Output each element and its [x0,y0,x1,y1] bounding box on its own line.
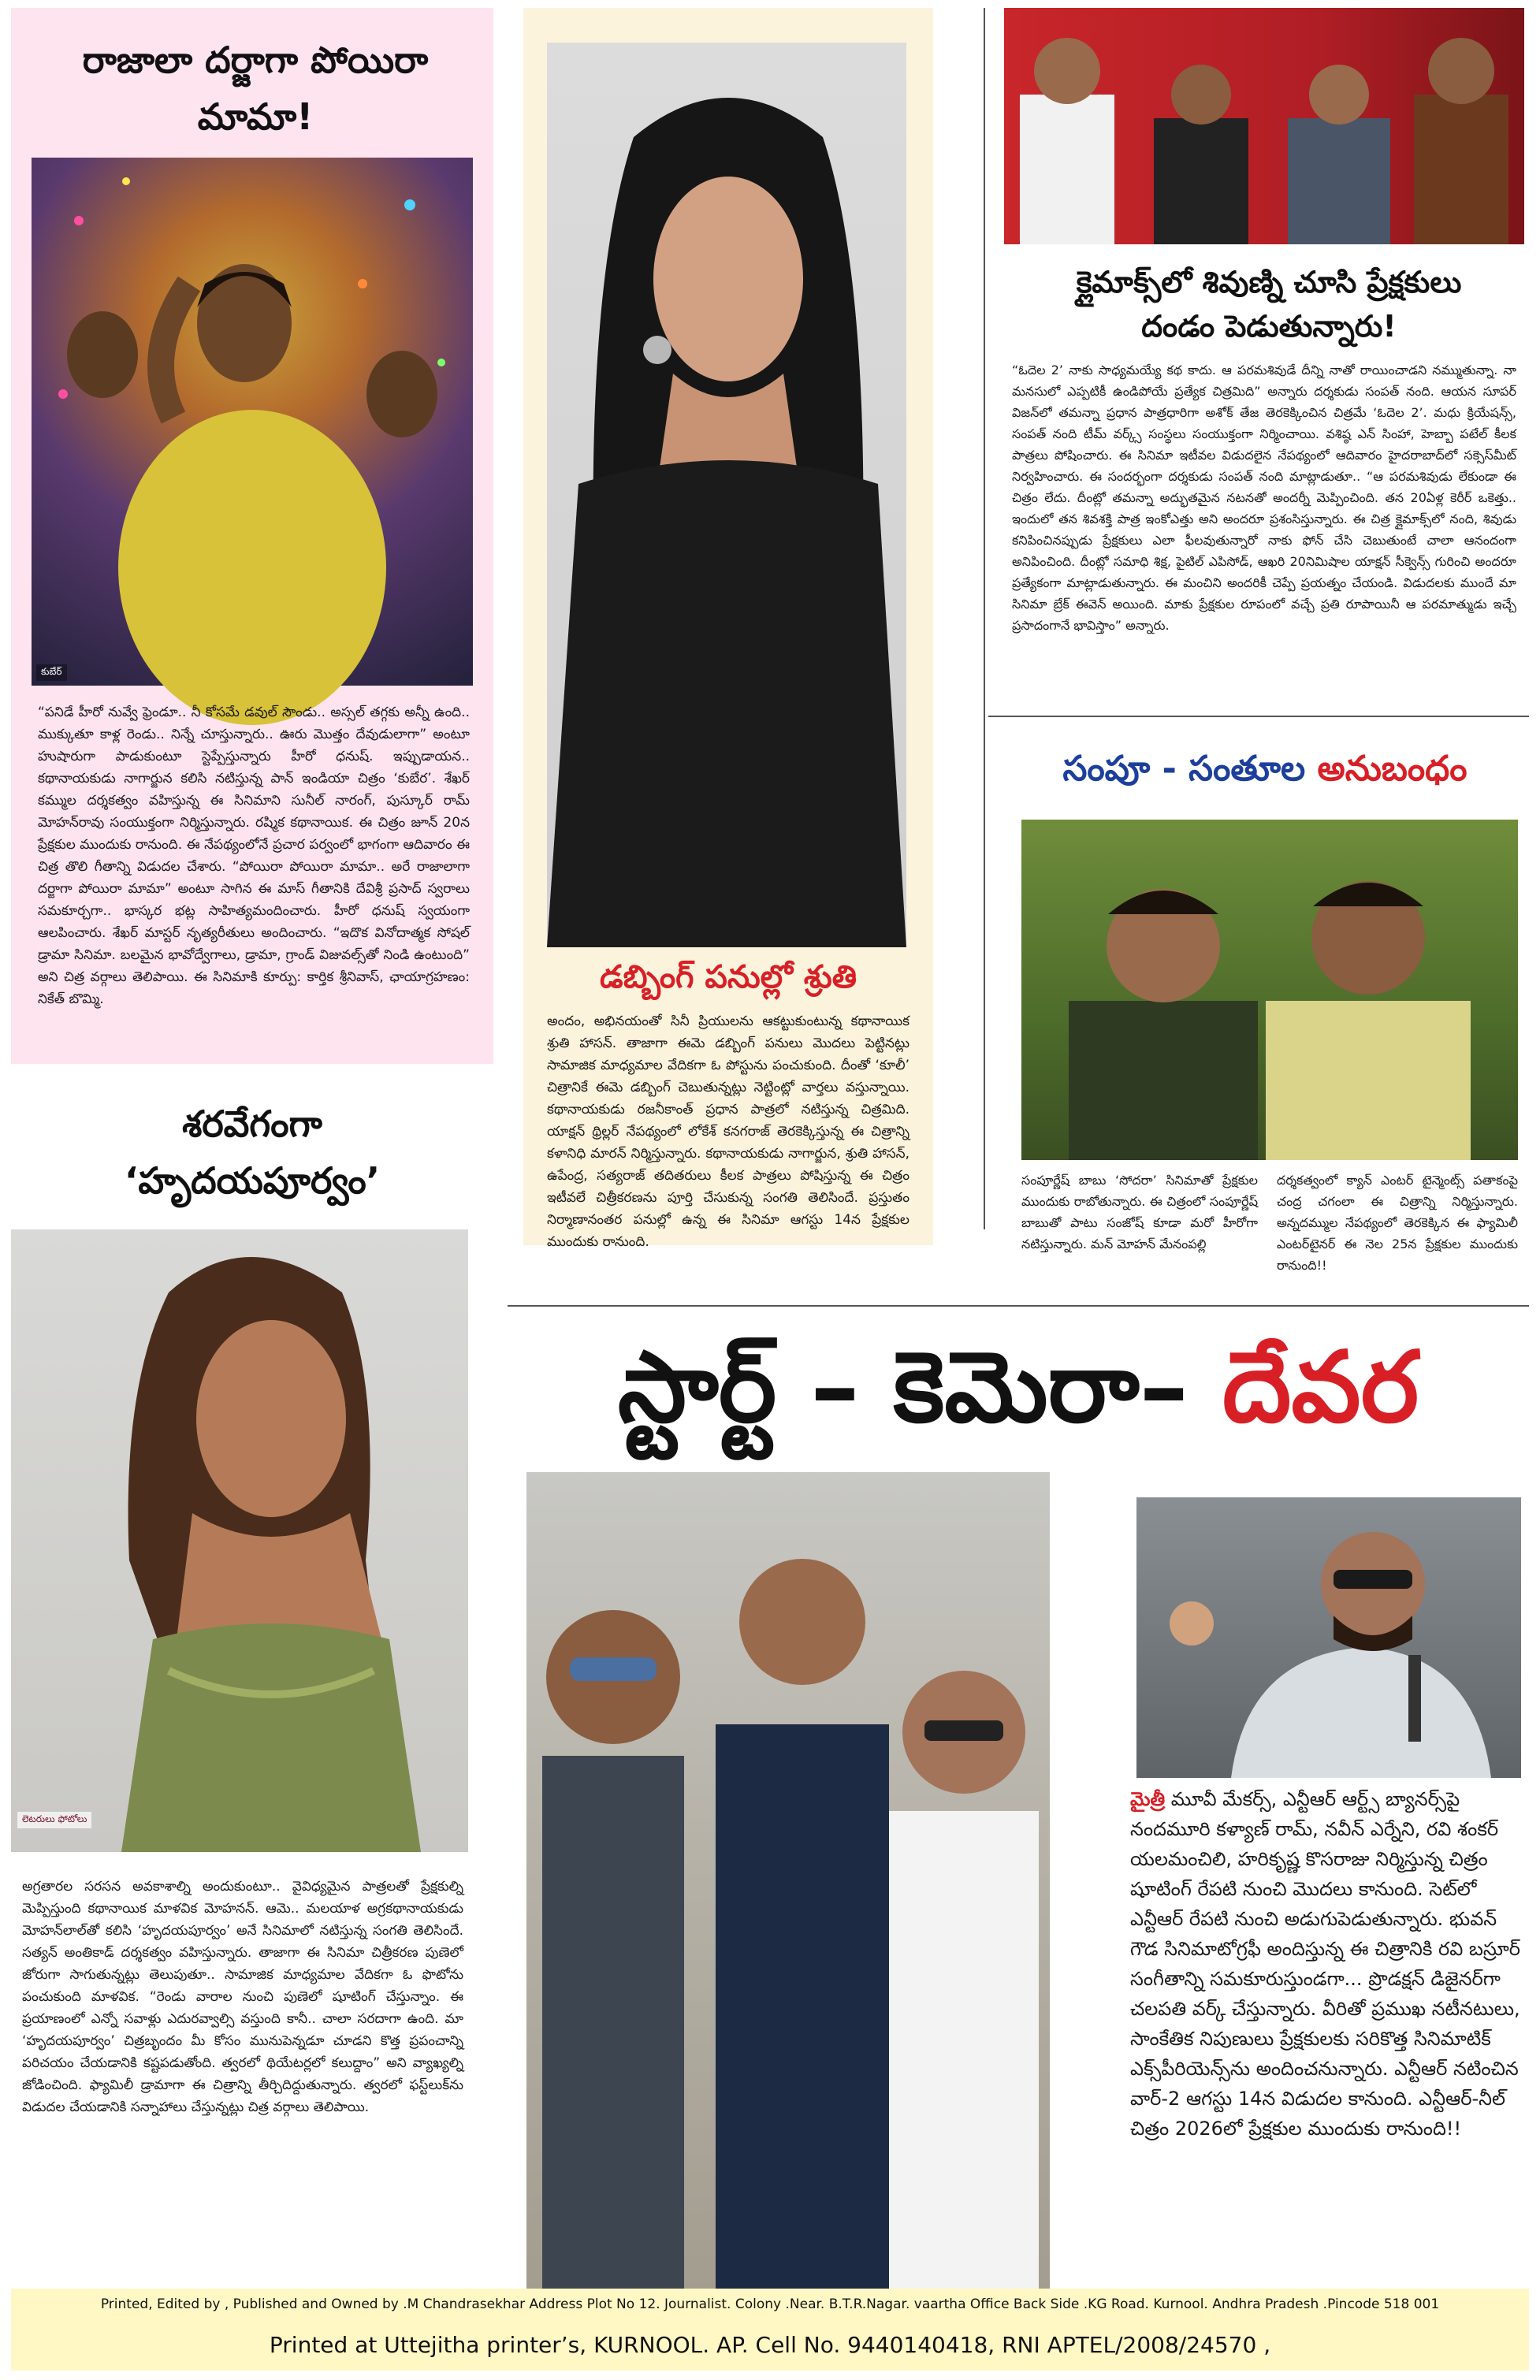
imprint-line: Printed, Edited by , Published and Owned by .M Chandrasekhar Address Plot No 12. Journalist. Colony .Near. B.T.R.Nagar. vaartha Office Back Side .KG Road. Kurnool. Andhra Pradesh .Pincode 518 001 [11,2289,1529,2320]
devara-headline-part2: దేవర [1222,1331,1419,1445]
sampoo-article-body-left: సంపూర్ణేష్ బాబు ‘సోదరా’ సినిమాతో ప్రేక్షకుల ముందుకు రాబోతున్నారు. ఈ చిత్రంలో సంపూర్ణేష్ బాబుతో పాటు సంజోష్ కూడా మరో హీరోగా నటిస్తున్నారు. మన్ మోహన్ మేనంపల్లి [1021,1173,1258,1251]
dhanush-article-body: “పనిడే హీరో నువ్వే ఫ్రెండూ.. నీ కోసమే డవుల్ సౌండు.. అస్సల్ తగ్గకు అన్నీ ఉంది.. ముక్కుతూ కాళ్ల రెండు.. నిన్నే చూస్తున్నారు.. ఊరు మొత్తం దేవుడులాగా” అంటూ హుషారుగా పాడుకుంటూ స్టెప్పేస్తున్నారు హీరో ధనుష్. ఇప్పుడాయన.. కథానాయకుడు నాగార్జున కలిసి నటిస్తున్న పాన్ ఇండియా చిత్రం ‘కుబేర’. శేఖర్ కమ్ముల దర్శకత్వం వహిస్తున్న ఈ సినిమాని సునీల్ నారంగ్, పుస్కూర్ రామ్ మోహన్‌రావు సంయుక్తంగా నిర్మిస్తున్నారు. రష్మిక కథానాయిక. ఈ చిత్రం జూన్ 20న ప్రేక్షకుల ముందుకు రానుంది. ఈ నేపథ్యంలోనే ప్రచార పర్వంలో భాగంగా ఆదివారం ఈ చిత్ర తొలి గీతాన్ని విడుదల చేశారు. “పోయిరా పోయిరా మామా.. అరే రాజాలాగా దర్జాగా పోయిరా మామా” అంటూ సాగిన ఈ మాస్ గీతానికి దేవిశ్రీ ప్రసాద్ స్వరాలు సమకూర్చగా.. భాస్కర భట్ల సాహిత్యమందించారు. హీరో ధనుష్ స్వయంగా ఆలపించారు. శేఖర్ మాస్టర్ నృత్యరీతులు అందించారు. “ఇదొక వినోదాత్మక సోషల్ డ్రామా సినిమా. బలమైన భావోద్వేగాలు, డ్రామా, గ్రాండ్ విజువల్స్‌తో నిండి ఉంటుంది” అని చిత్ర వర్గాలు తెలిపాయి. ఈ సినిమాకి కూర్పు: కార్తిక శ్రీనివాస్, ఛాయాగ్రహణం: నికేత్ బొమ్మి. [38,705,470,1007]
dhanush-photo-credit: కుబేర్ [36,664,67,681]
sampoo-headline-part1: సంపూ - సంతూల [1062,749,1318,789]
section-divider-devara [508,1305,1529,1307]
shruti-portrait-photo [547,43,906,947]
malavika-photo-credit: లెటరులు ఫోటోలు [17,1812,91,1828]
odela-success-meet-photo [1004,8,1524,244]
hrudayapoorvam-article-body: అగ్రతారల సరసన అవకాశాల్ని అందుకుంటూ.. వైవిధ్యమైన పాత్రలతో ప్రేక్షకుల్ని మెప్పిస్తుంది కథానాయిక మాళవిక మోహనన్. ఆమె.. మలయాళ అగ్రకథానాయకుడు మోహన్‌లాల్‌తో కలిసి ‘హృదయపూర్వం’ అనే సినిమాలో నటిస్తున్న సంగతి తెలిసిందే. సత్యన్ అంతికాడ్ దర్శకత్వం వహిస్తున్నారు. తాజాగా ఈ సినిమా చిత్రీకరణ పుణెలో జోరుగా సాగుతున్నట్లు తెలుపుతూ.. సామాజిక మాధ్యమాల వేదికగా ఓ ఫొటోను పంచుకుంది మాళవిక. “రెండు వారాల నుంచి పుణెలో షూటింగ్ చేస్తున్నాం. ఈ ప్రయాణంలో ఎన్నో సవాళ్లు ఎదురవ్వాల్సి వస్తుంది కానీ.. చాలా సరదాగా ఉంది. మా ‘హృదయపూర్వం’ చిత్రబృందం మీ కోసం మునుపెన్నడూ చూడని కొత్త ప్రపంచాన్ని పరిచయం చేయడానికి కష్టపడుతోంది. త్వరలో థియేటర్లలో కలుద్దాం” అని వ్యాఖ్యల్ని జోడించింది. ఫ్యామిలీ డ్రామాగా ఈ చిత్రాన్ని తీర్చిదిద్దుతున్నారు. త్వరలో ఫస్ట్‌లుక్‌ను విడుదల చేయడానికి సన్నాహాలు చేస్తున్నట్లు చిత్ర వర్గాలు తెలిపాయి. [22,1879,463,2115]
printer-line: Printed at Uttejitha printer’s, KURNOOL. AP. Cell No. 9440140418, RNI APTEL/2008/24570 , [11,2320,1529,2371]
shruti-article-body: అందం, అభినయంతో సినీ ప్రియులను ఆకట్టుకుంటున్న కథానాయిక శ్రుతి హాసన్. తాజాగా ఈమె డబ్బింగ్ పనులు మొదలు పెట్టినట్లు సామాజిక మాధ్యమాల వేదికగా ఓ పోస్టును పంచుకుంది. దీంతో ‘కూలీ’ చిత్రానికే ఈమె డబ్బింగ్ చెబుతున్నట్లు నెట్టింట్లో వార్తలు వస్తున్నాయి. కథానాయకుడు రజనీకాంత్ ప్రధాన పాత్రలో నటిస్తున్న చిత్రమిది. యాక్షన్ థ్రిల్లర్ నేపథ్యంలో లోకేశ్ కనగరాజ్ తెరకెక్కిస్తున్న ఈ చిత్రాన్ని కళానిధి మారన్ నిర్మిస్తున్నారు. కథానాయకుడు నాగార్జున, శ్రుతి హాసన్, ఉపేంద్ర, సత్యరాజ్ తదితరులు కీలక పాత్రలు పోషిస్తున్న ఈ చిత్రం ఇటీవలే చిత్రీకరణను పూర్తి చేసుకున్న సంగతి తెలిసిందే. ప్రస్తుతం నిర్మాణానంతర పనుల్లో ఉన్న ఈ సినిమా ఆగస్టు 14న ప్రేక్షకుల ముందుకు రానుంది. [547,1013,909,1250]
shruti-headline: డబ్బింగ్ పనుల్లో శ్రుతి [600,959,857,995]
dhanush-dance-photo [32,158,473,686]
hrudayapoorvam-headline: శరవేగంగా ‘హృదయపూర్వం’ [124,1103,381,1202]
devara-headline-part1: స్టార్ట్ – కెమెరా– [617,1331,1222,1445]
devara-body-text: మూవీ మేకర్స్, ఎన్టీఆర్ ఆర్ట్స్ బ్యానర్స్‌పై నందమూరి కళ్యాణ్ రామ్, నవీన్ ఎర్నేని, రవి శంకర్ యలమంచిలి, హరికృష్ణ కొసరాజు నిర్మిస్తున్న చిత్రం షూటింగ్ రేపటి నుంచి మొదలు కానుంది. సెట్‌లో ఎన్టీఆర్ రేపటి నుంచి అడుగుపెడుతున్నారు. భువన్ గౌడ సినిమాటోగ్రఫీ అందిస్తున్న ఈ చిత్రానికి రవి బస్రూర్ సంగీతాన్ని సమకూరుస్తుండగా... ప్రొడక్షన్ డిజైనర్‌గా చలపతి వర్క్ చేస్తున్నారు. వీరితో ప్రముఖ నటీనటులు, సాంకేతిక నిపుణులు ప్రేక్షకులకు సరికొత్త సినిమాటిక్ ఎక్స్‌పీరియెన్స్‌ను అందించనున్నారు. ఎన్టీఆర్ నటించిన వార్-2 ఆగస్టు 14న విడుదల కానుంది. ఎన్టీఆర్-నీల్ చిత్రం 2026లో ప్రేక్షకుల ముందుకు రానుంది!! [1130,1788,1521,2140]
column-divider [984,8,985,1229]
section-divider-odela [988,716,1529,717]
odela-headline: క్లైమాక్స్‌లో శివుణ్ని చూసి ప్రేక్షకులు దండం పెడుతున్నారు! [1076,265,1462,344]
devara-lead-word: మైత్రీ [1130,1788,1166,1810]
sampoo-headline-part2: అనుబంధం [1317,749,1467,789]
sampoo-article-body-right: దర్శకత్వంలో క్యాన్ ఎంటర్ టైన్మెంట్స్ పతాకంపై చంద్ర చగంలా ఈ చిత్రాన్ని నిర్మిస్తున్నారు. అన్నదమ్ముల నేపథ్యంలో తెరకెక్కిన ఈ ఫ్యామిలీ ఎంటర్‌టైనర్ ఈ నెల 25న ప్రేక్షకుల ముందుకు రానుంది!! [1277,1173,1518,1273]
sampoo-santhoo-photo [1021,820,1518,1160]
shruti-story-panel [523,8,933,1250]
devara-headline [508,1329,1529,1447]
devara-article-body [1130,1784,1524,2352]
malavika-photo [11,1229,468,1852]
ntr-on-set-photo [526,1472,1050,2353]
odela-article-body: “ఓదెల 2’ నాకు సాధ్యమయ్యే కథ కాదు. ఆ పరమశివుడే దీన్ని నాతో రాయించాడని నమ్ముతున్నా. నా మనసులో ఎప్పటికీ ఉండిపోయే ప్రత్యేక చిత్రమిది” అన్నారు దర్శకుడు సంపత్ నంది. ఆయన సూపర్ విజన్‌లో తమన్నా ప్రధాన పాత్రధారిగా అశోక్ తేజ తెరకెక్కించిన చిత్రమే ‘ఓదెల 2’. మధు క్రియేషన్స్, సంపత్ నంది టీమ్ వర్క్స్ సంస్థలు సంయుక్తంగా నిర్మించాయి. వశిష్ఠ ఎన్ సింహా, హెబ్బా పటేల్ కీలక పాత్రలు పోషించారు. ఈ సినిమా ఇటీవల విడుదలైన నేపథ్యంలో ఆదివారం హైదరాబాద్‌లో సక్సెస్‌మీట్ నిర్వహించారు. ఈ సందర్భంగా దర్శకుడు సంపత్ నంది మాట్లాడుతూ.. “ఆ పరమశివుడు లేకుండా ఈ చిత్రం లేదు. దీంట్లో తమన్నా అద్భుతమైన నటనతో అందర్నీ మెప్పించింది. తన 20ఏళ్ల కెరీర్ ఒకెత్తు.. ఇందులో తన శివశక్తి పాత్ర ఇంకోఎత్తు అని అందరూ ప్రశంసిస్తున్నారు. ఈ చిత్ర క్లైమాక్స్‌లో నంది, శివుడు కనిపించినప్పుడు ప్రేక్షకులు ఎలా ఫీలవుతున్నారో నాకు ఫోన్ చేసి చెబుతుంటే చాలా ఆనందంగా అనిపించింది. దీంట్లో సమాధి శిక్ష, పైటిల్ ఎపిసోడ్, ఆఖరి 20నిమిషాల యాక్షన్ సీక్వెన్స్ గురించి అందరూ ప్రత్యేకంగా మాట్లాడుతున్నారు. ఈ మంచిని అందరికీ చెప్పే ప్రయత్నం చేయండి. విడుదలకు ముందే మా సినిమా బ్రేక్ ఈవెన్ అయింది. మాకు ప్రేక్షకుల రూపంలో వచ్చే ప్రతి రూపాయినీ ఆ పరమాత్ముడు ఇచ్చే ప్రసాదంగానే భావిస్తాం” అన్నారు. [1012,363,1516,633]
sampoo-headline [1001,744,1529,794]
dhanush-story-panel [11,8,493,1064]
neel-speaking-photo [1136,1497,1521,1778]
dhanush-headline: రాజాలా దర్జాగా పోయిరా మామా! [82,39,429,138]
